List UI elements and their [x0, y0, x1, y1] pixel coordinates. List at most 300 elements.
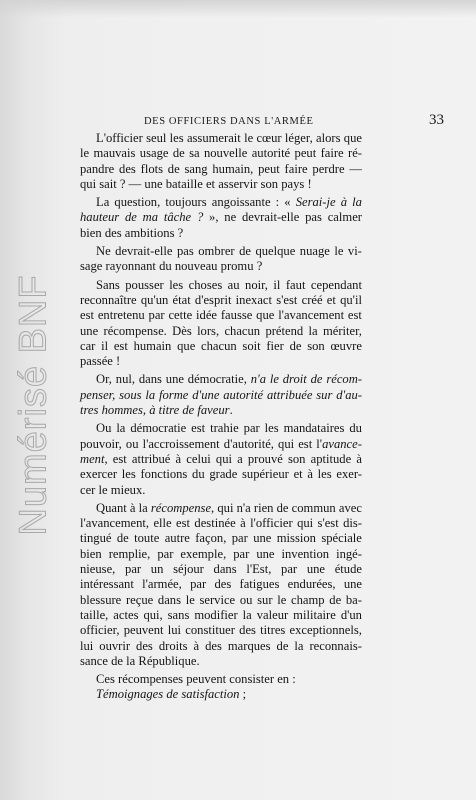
word: rien	[253, 500, 274, 515]
word: promu	[220, 259, 254, 274]
word: constituer	[185, 623, 235, 638]
word: humain,	[212, 161, 254, 176]
word: est	[112, 451, 127, 466]
text-line	[80, 354, 362, 369]
word: quelque	[255, 244, 296, 259]
word: mieux.	[110, 482, 146, 497]
word: le	[185, 592, 195, 607]
word: celui	[186, 451, 211, 466]
word: attribuée	[266, 387, 313, 402]
word: fausse	[220, 308, 253, 323]
text-line	[80, 146, 362, 161]
word: titres	[260, 623, 286, 638]
word: chacun	[224, 323, 261, 338]
word: n'a	[250, 372, 266, 387]
word: ;	[242, 687, 247, 702]
word: de	[239, 244, 251, 259]
word: son	[287, 451, 306, 466]
word: une	[256, 546, 275, 561]
word: !	[116, 354, 121, 369]
word: à	[129, 500, 136, 515]
word: est	[113, 338, 128, 353]
word: ré-	[348, 146, 362, 161]
text-line	[80, 483, 362, 498]
word: valeur	[256, 607, 289, 622]
word: usage	[139, 146, 169, 161]
text-line	[80, 516, 362, 531]
word: remplie,	[108, 546, 151, 561]
word: calmer	[327, 210, 362, 225]
word: d'esprit	[194, 292, 232, 307]
page-number: 33	[429, 112, 444, 128]
word: une	[165, 372, 184, 387]
word: blessure	[80, 592, 122, 607]
word: pouvoir,	[80, 436, 122, 451]
word: trahie	[210, 421, 239, 436]
word: léger,	[284, 131, 313, 145]
word: ou	[239, 592, 253, 607]
word: mériter,	[322, 323, 362, 338]
word: entretenu	[97, 308, 145, 323]
word: nieuse,	[80, 562, 116, 577]
word: à	[307, 467, 313, 482]
word: par	[157, 546, 174, 561]
word: au	[227, 277, 240, 292]
word: marques	[227, 638, 271, 653]
word: une	[343, 577, 362, 592]
digitization-watermark: Numérisé BNF	[12, 274, 55, 536]
word: à	[240, 516, 246, 531]
word: ne	[224, 210, 237, 225]
word: de	[111, 653, 124, 668]
word: créé	[301, 292, 323, 307]
word: devrait-elle	[241, 210, 300, 225]
word: L'officier	[96, 131, 143, 145]
text-line	[80, 608, 362, 623]
word: de	[124, 210, 137, 225]
word: endurées,	[287, 577, 336, 592]
text-line	[80, 623, 362, 638]
word: droit	[282, 372, 307, 387]
text-line	[80, 672, 362, 687]
word: est	[298, 436, 313, 451]
word: ombrer	[198, 244, 235, 259]
word: lui	[80, 638, 94, 653]
word: sance	[80, 653, 108, 668]
word: peut	[258, 161, 280, 176]
text-line	[80, 593, 362, 608]
word: chacun	[201, 338, 237, 353]
paragraph	[80, 372, 362, 418]
word: séjour	[173, 562, 204, 577]
text-line	[80, 654, 362, 669]
word: de	[276, 638, 289, 653]
word: l'officier	[250, 516, 293, 531]
word: sur	[257, 592, 273, 607]
word: les	[169, 131, 184, 145]
word: lui	[167, 623, 182, 638]
word: la	[294, 638, 304, 653]
word: rayonnant	[105, 259, 156, 274]
word: faut	[285, 277, 306, 292]
word: le	[98, 482, 108, 497]
word: supérieur	[242, 467, 289, 482]
word: et	[205, 176, 216, 191]
word: ?	[256, 259, 263, 274]
word: sage	[80, 259, 103, 274]
word: militaire	[293, 607, 336, 622]
word: asservir	[218, 176, 258, 191]
word: cœur	[256, 131, 282, 145]
word: récompense,	[150, 500, 215, 515]
word: car	[80, 338, 96, 353]
word: en	[277, 672, 290, 687]
word: l'avancement	[278, 308, 345, 323]
word: par	[125, 562, 142, 577]
text-line	[80, 259, 362, 274]
word: des	[119, 161, 136, 176]
paragraph	[80, 501, 362, 669]
word: choses	[188, 277, 223, 292]
word: Ces	[96, 672, 115, 687]
word: d'au-	[336, 387, 362, 402]
word: intéressant	[80, 577, 134, 592]
running-title: DES OFFICIERS DANS L'ARMÉE	[144, 116, 314, 127]
word: la	[145, 387, 156, 402]
word: assumerait	[186, 131, 241, 145]
word: »,	[209, 210, 219, 225]
text-line	[80, 531, 362, 546]
word: taille,	[80, 607, 109, 622]
text-line	[80, 639, 362, 654]
word: seul	[146, 131, 167, 145]
word: autorité	[223, 387, 264, 402]
word: nouveau	[174, 259, 218, 274]
word: l'avancement,	[80, 516, 150, 531]
word: ouvrir	[99, 638, 131, 653]
text-line	[80, 339, 362, 354]
word: sans	[167, 607, 190, 622]
word: ingé-	[336, 546, 362, 561]
word: faire	[320, 146, 344, 161]
word: qui	[297, 516, 314, 531]
word: que	[343, 131, 362, 145]
word: façon,	[195, 531, 227, 546]
text-line	[80, 403, 362, 418]
body-text	[80, 131, 362, 703]
word: le	[277, 592, 287, 607]
text-line	[80, 562, 362, 577]
word: bien	[80, 225, 102, 240]
word: exemple,	[180, 546, 227, 561]
text-line	[80, 388, 362, 403]
word: inexact	[235, 292, 273, 307]
word: à	[149, 403, 156, 418]
word: champ	[291, 592, 325, 607]
word: fonctions	[140, 467, 188, 482]
word: fier	[266, 338, 284, 353]
word: état	[172, 292, 191, 307]
paragraph	[80, 244, 362, 275]
word: exercer	[80, 467, 118, 482]
word: démocratie,	[187, 372, 247, 387]
text-line	[80, 687, 362, 702]
word: soit	[242, 338, 261, 353]
paragraph	[80, 195, 362, 241]
word: des	[239, 623, 256, 638]
word: qui	[215, 451, 232, 466]
word: est	[347, 308, 362, 323]
word: par	[148, 308, 165, 323]
word: ba-	[345, 592, 362, 607]
word: que	[256, 308, 275, 323]
word: dis-	[343, 516, 362, 531]
word: des	[104, 225, 122, 240]
word: du	[159, 259, 172, 274]
word: par	[243, 421, 260, 436]
word: bien	[80, 546, 102, 561]
text-line	[80, 195, 362, 210]
word: hommes,	[101, 403, 147, 418]
word: de	[289, 338, 302, 353]
word: ou	[125, 436, 139, 451]
word: vi-	[347, 244, 362, 259]
word: titre	[158, 403, 180, 418]
word: !	[307, 176, 312, 191]
word: la	[242, 607, 252, 622]
word: angoissante	[211, 195, 271, 210]
word: le	[80, 146, 90, 161]
word: fatigues	[239, 577, 280, 592]
word: cer	[80, 482, 96, 497]
page-top-shadow	[0, 0, 476, 18]
word: attribué	[131, 451, 171, 466]
word: —	[349, 161, 362, 176]
word: est	[191, 421, 206, 436]
word: peuvent	[123, 623, 164, 638]
word: a	[237, 451, 243, 466]
word: à	[340, 195, 348, 210]
word: hauteur	[80, 210, 120, 225]
word: faveur.	[197, 403, 233, 418]
word: la	[116, 421, 126, 436]
word: l'avance-	[316, 436, 362, 451]
word: forme	[159, 387, 189, 402]
word: reconnaître	[80, 292, 137, 307]
word: une	[80, 323, 99, 338]
word: La	[96, 195, 110, 210]
word: droits	[158, 638, 188, 653]
word: alors	[316, 131, 341, 145]
text-line	[80, 577, 362, 592]
word: faire	[284, 161, 308, 176]
word: du	[192, 467, 205, 482]
text-line	[80, 210, 362, 225]
word: le	[269, 372, 279, 387]
word: tres	[80, 403, 99, 418]
word: Dès	[172, 323, 192, 338]
word: la	[308, 323, 318, 338]
word: mission	[276, 531, 316, 546]
text-line	[80, 437, 362, 452]
word: aptitude	[310, 451, 352, 466]
word: que	[177, 338, 196, 353]
text-line	[80, 467, 362, 482]
text-line	[80, 452, 362, 467]
word: l'Est,	[246, 562, 272, 577]
word: noir,	[245, 277, 268, 292]
word: prouvé	[247, 451, 283, 466]
word: le	[334, 244, 344, 259]
word: d'autorité,	[223, 436, 274, 451]
word: Sans	[96, 277, 120, 292]
word: et	[326, 292, 336, 307]
word: destinée	[194, 516, 236, 531]
word: —	[128, 176, 142, 191]
word: penser,	[80, 387, 116, 402]
word: dans	[213, 562, 237, 577]
word: nul,	[115, 372, 136, 387]
word: son	[307, 338, 325, 353]
word: République.	[138, 653, 200, 668]
text-line	[80, 308, 362, 323]
paragraph	[80, 672, 362, 703]
word: flots	[140, 161, 164, 176]
word: nuage	[299, 244, 330, 259]
word: récompenses	[118, 672, 184, 687]
word: commun	[291, 500, 336, 515]
word: reconnais-	[309, 638, 362, 653]
text-line	[80, 324, 362, 339]
word: par	[281, 562, 298, 577]
word: les	[264, 421, 279, 436]
word: étude	[334, 562, 362, 577]
word: ment,	[80, 451, 108, 466]
word: ?	[196, 210, 204, 225]
word: sait	[99, 176, 117, 191]
word: Serai-je	[295, 195, 336, 210]
word: toute	[134, 531, 160, 546]
word: à	[175, 451, 182, 466]
word: Ou	[96, 421, 112, 436]
word: actes	[113, 607, 139, 622]
word: question,	[114, 195, 161, 210]
text-line	[80, 131, 362, 146]
word: pas	[176, 244, 194, 259]
word: des	[205, 638, 222, 653]
word: qui	[217, 500, 234, 515]
word: pas	[305, 210, 322, 225]
word: une	[144, 176, 163, 191]
word: récompense.	[103, 323, 167, 338]
word: dans	[157, 592, 182, 607]
word: la	[352, 195, 362, 210]
word: pousser	[125, 277, 164, 292]
word: modifier	[194, 607, 238, 622]
word: de	[310, 372, 323, 387]
word: est	[80, 308, 94, 323]
word: un	[150, 562, 164, 577]
word: s'est	[276, 292, 298, 307]
word: une	[306, 562, 325, 577]
paragraph	[80, 421, 362, 497]
text-line	[80, 372, 362, 387]
word: tingué	[80, 531, 112, 546]
word: et	[293, 467, 303, 482]
word: perdre	[312, 161, 345, 176]
text-line	[80, 162, 362, 177]
word: il	[101, 338, 109, 353]
word: récom-	[326, 372, 362, 387]
word: :	[292, 672, 296, 687]
word: les	[317, 467, 332, 482]
word: pays	[281, 176, 305, 191]
word: nouvelle	[203, 146, 248, 161]
word: avec	[338, 500, 362, 515]
text-line	[80, 177, 362, 192]
word: est	[176, 516, 191, 531]
word: l'armée,	[142, 577, 182, 592]
word: toujours	[165, 195, 207, 210]
word: par	[233, 546, 250, 561]
word: ?	[177, 225, 184, 240]
word: Témoignages	[96, 687, 164, 702]
word: ?	[119, 176, 126, 191]
word: grade	[209, 467, 238, 482]
paragraph	[80, 278, 362, 370]
text-line	[80, 501, 362, 516]
word: peuvent	[186, 672, 227, 687]
word: qui	[80, 176, 97, 191]
word: de	[166, 687, 179, 702]
word: :	[275, 195, 280, 210]
word: lors,	[197, 323, 220, 338]
word: sous	[119, 387, 142, 402]
word: invention	[281, 546, 330, 561]
text-line	[80, 421, 362, 436]
word: elle	[153, 516, 172, 531]
word: mandataires	[283, 421, 345, 436]
word: tâche	[163, 210, 192, 225]
word: autre	[164, 531, 190, 546]
word: spéciale	[321, 531, 362, 546]
word: satisfaction	[181, 687, 240, 702]
word: humain	[133, 338, 172, 353]
word: s'est	[317, 516, 339, 531]
word: officier,	[80, 623, 120, 638]
word: qu'un	[140, 292, 169, 307]
word: ma	[142, 210, 159, 225]
word: qui	[278, 436, 295, 451]
text-line	[80, 226, 362, 241]
word: devrait-elle	[115, 244, 173, 259]
word: du	[349, 421, 362, 436]
word: des	[136, 638, 153, 653]
word: qui,	[143, 607, 163, 622]
word: les	[169, 277, 184, 292]
word: service	[199, 592, 236, 607]
word: cependant	[310, 277, 362, 292]
word: bataille	[165, 176, 203, 191]
word: reçue	[125, 592, 154, 607]
word: pandre	[80, 161, 115, 176]
word: par	[190, 577, 207, 592]
word: œuvre	[330, 338, 362, 353]
word: n'a	[236, 500, 251, 515]
word: l'accroissement	[142, 436, 220, 451]
word: de	[167, 161, 180, 176]
word: exer-	[336, 467, 362, 482]
